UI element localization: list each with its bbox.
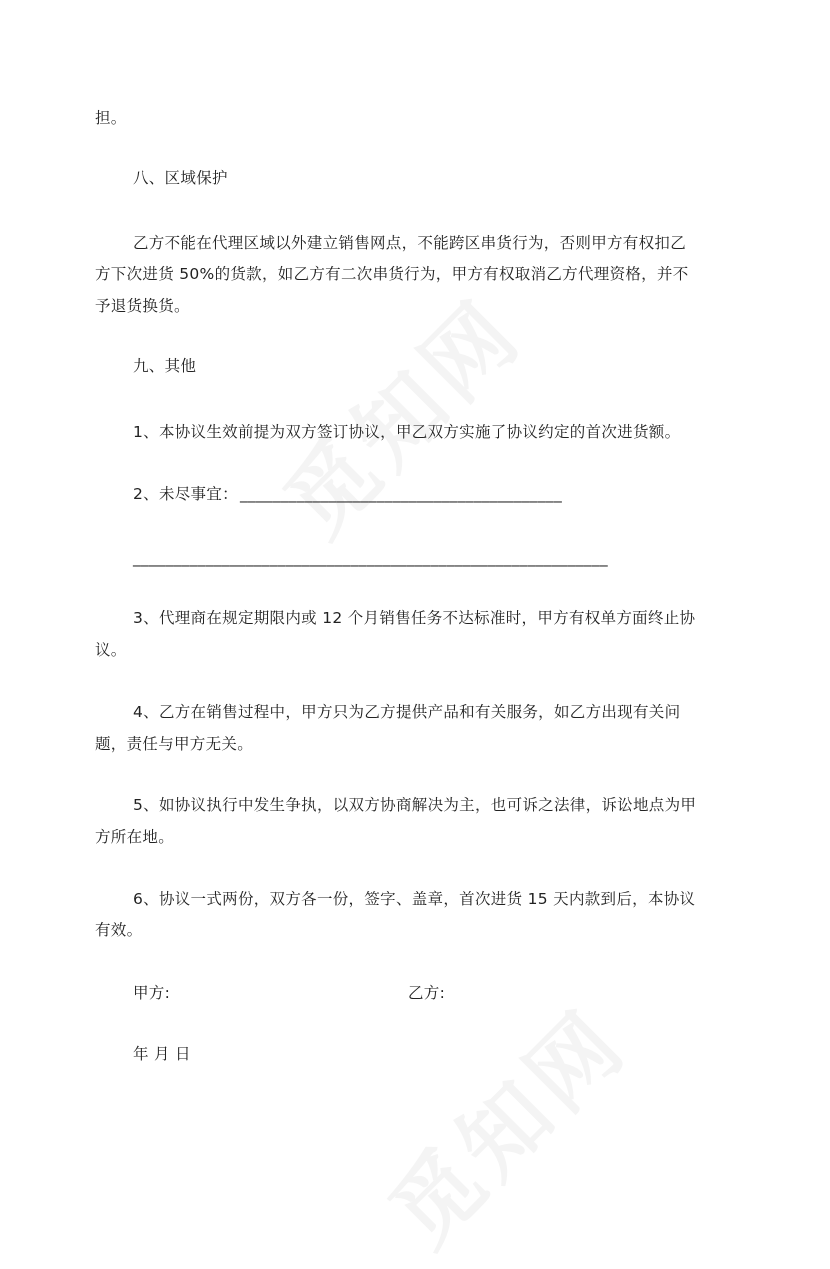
party-b-signature-label: 乙方:: [408, 984, 446, 1002]
clause-6-line: 6、协议一式两份，双方各一份，签字、盖章，首次进货 15 天内款到后，本协议: [133, 890, 696, 908]
clause-2-label: 2、未尽事宜：: [133, 485, 238, 503]
clause-5-line: 5、如协议执行中发生争执，以双方协商解决为主，也可诉之法律，诉讼地点为甲: [133, 796, 697, 814]
clause-2-blank: ________________________________________: [240, 485, 562, 503]
watermark: [358, 977, 651, 1269]
section-8-text-line: 方下次进货 50%的货款，如乙方有二次串货行为，甲方有权取消乙方代理资格，并不: [95, 265, 689, 283]
clause-4-line: 题，责任与甲方无关。: [95, 735, 254, 753]
party-a-signature-label: 甲方:: [133, 984, 171, 1002]
clause-3-line: 议。: [95, 641, 127, 659]
clause-5-line: 方所在地。: [95, 828, 175, 846]
watermark: [253, 267, 546, 560]
clause-1: 1、本协议生效前提为双方签订协议，甲乙双方实施了协议约定的首次进货额。: [133, 423, 681, 441]
clause-2-blank: ___________________________________________________________: [133, 549, 608, 567]
section-8-text-line: 乙方不能在代理区域以外建立销售网点，不能跨区串货行为，否则甲方有权扣乙: [133, 234, 687, 252]
section-heading-9: 九、其他: [133, 357, 197, 375]
clause-6-line: 有效。: [95, 921, 143, 939]
section-heading-8: 八、区域保护: [133, 169, 228, 187]
date-line: 年 月 日: [133, 1045, 191, 1063]
section-8-text-line: 予退货换货。: [95, 297, 190, 315]
paragraph-continuation: 担。: [95, 109, 127, 127]
clause-4-line: 4、乙方在销售过程中，甲方只为乙方提供产品和有关服务，如乙方出现有关问: [133, 703, 681, 721]
clause-3-line: 3、代理商在规定期限内或 12 个月销售任务不达标准时，甲方有权单方面终止协: [133, 609, 696, 627]
